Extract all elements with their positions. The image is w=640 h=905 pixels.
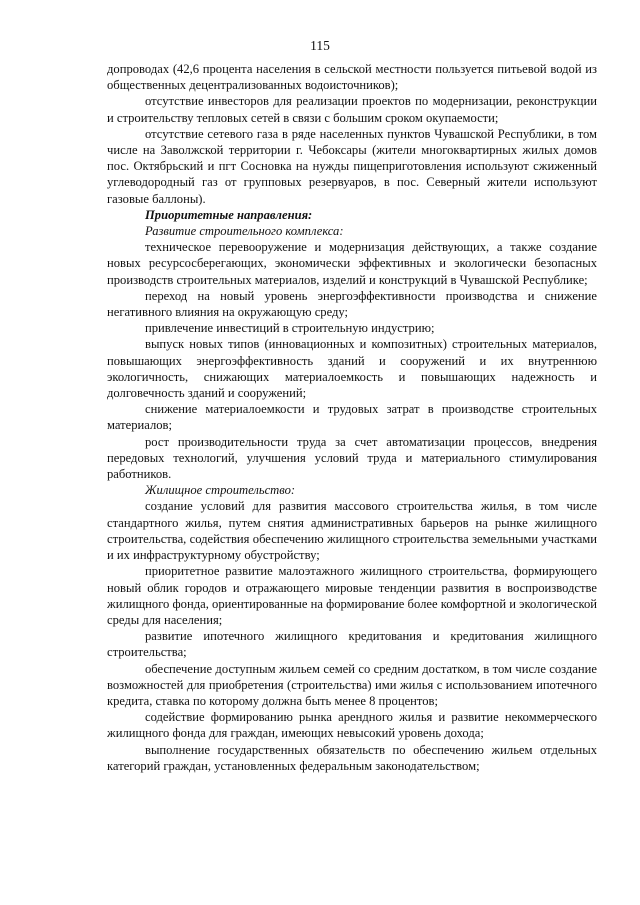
subsection-heading: Развитие строительного комплекса: — [145, 224, 344, 239]
paragraph: техническое перевооружение и модернизация действующих, а также создание новых ресурсосберегающих, экономически эффективных и экологически безопасных производств строительных материалов, изделий и конструкций в Чувашской Республике; — [107, 240, 597, 287]
paragraph: переход на новый уровень энергоэффективности производства и снижение негативного влияния на окружающую среду; — [107, 288, 597, 320]
section-heading: Приоритетные направления: — [145, 207, 313, 222]
paragraph: содействие формированию рынка арендного жилья и развитие некоммерческого жилищного фонда для граждан, имеющих невысокий уровень дохода; — [107, 710, 597, 741]
paragraph: обеспечение доступным жильем семей со средним достатком, в том числе создание возможностей для приобретения (строительства) ими жилья с использованием ипотечного кредита, ставка по которому должна быть менее 8 процентов; — [107, 661, 597, 708]
body-text — [107, 61, 597, 774]
paragraph: отсутствие инвесторов для реализации проектов по модернизации, реконструкции и строительству тепловых сетей в связи с большим сроком окупаемости; — [107, 94, 597, 125]
paragraph: приоритетное развитие малоэтажного жилищного строительства, формирующего новый облик городов и отражающего мировые тенденции развития в воспроизводстве жилищного фонда, ориентированные на формирование более комфортной и экологической среды для населения; — [107, 564, 597, 627]
paragraph: создание условий для развития массового строительства жилья, в том числе стандартного жилья, путем снятия административных барьеров на рынке жилищного строительства, содействия обеспечению жилищного строительства земельными участками и их инфраструктурному обустройству; — [107, 499, 597, 563]
paragraph: развитие ипотечного жилищного кредитования и кредитования жилищного строительства; — [107, 629, 597, 660]
paragraph: выпуск новых типов (инновационных и композитных) строительных материалов, повышающих энергоэффективность зданий и сооружений и их внутреннюю экологичность, снижающих материалоемкость и повышающих надежность и долговечность зданий и сооружений; — [107, 337, 597, 401]
paragraph: допроводах (42,6 процента населения в сельской местности пользуется питьевой водой из общественных децентрализованных водоисточников); — [107, 62, 597, 93]
subsection-heading: Жилищное строительство: — [145, 483, 296, 498]
paragraph: снижение материалоемкости и трудовых затрат в производстве строительных материалов; — [107, 402, 597, 433]
paragraph: привлечение инвестиций в строительную индустрию; — [145, 321, 435, 336]
page-number: 115 — [310, 38, 330, 53]
paragraph: выполнение государственных обязательств по обеспечению жильем отдельных категорий граждан, установленных федеральным законодательством; — [107, 742, 597, 773]
paragraph: рост производительности труда за счет автоматизации процессов, внедрения передовых технологий, улучшения условий труда и материального стимулирования работников. — [107, 434, 597, 482]
paragraph: отсутствие сетевого газа в ряде населенных пунктов Чувашской Республики, в том числе на Заволжской территории г. Чебоксары (жители многоквартирных жилых домов пос. Октябрьский и пгт Сосновка на нужды пищеприготовления используют сжиженный углеводородный газ от групповых резервуаров, в пос. Северный жители используют газовые баллоны). — [107, 126, 597, 206]
